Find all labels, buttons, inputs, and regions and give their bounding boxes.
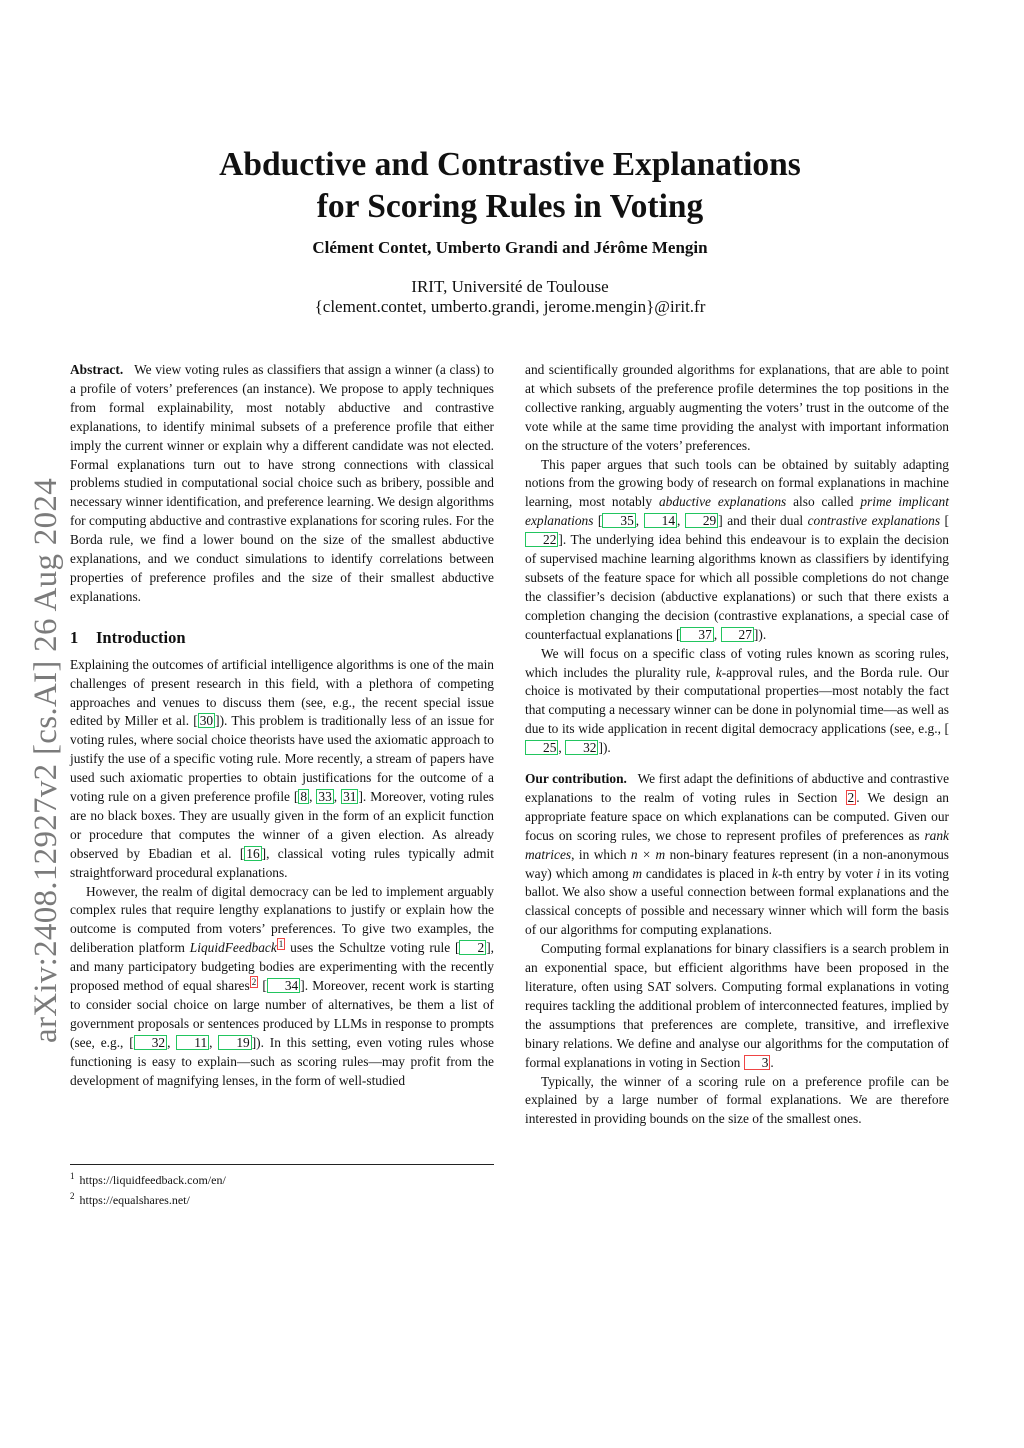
paper-title: [150, 144, 870, 228]
citation-link[interactable]: 37: [680, 627, 713, 642]
footnote-link[interactable]: 1: [278, 938, 284, 949]
citation-link[interactable]: 30: [199, 713, 214, 729]
text-run: We first adapt the definitions of abductive and contrastive explanations to the realm of voting rules in Section: [525, 771, 950, 805]
citation-link[interactable]: 32: [134, 1035, 167, 1050]
citation-link[interactable]: 32: [565, 740, 598, 755]
title-line-2: for Scoring Rules in Voting: [316, 188, 704, 225]
text-run: -th entry by voter: [777, 865, 877, 881]
citation-link[interactable]: 27: [721, 627, 754, 642]
author-list: Clément Contet, Umberto Grandi and Jérôme Mengin: [312, 238, 708, 257]
footnote-url[interactable]: https://equalshares.net/: [79, 1193, 190, 1207]
citation-link[interactable]: 29: [685, 513, 718, 528]
intro-paragraph-4: [525, 645, 949, 758]
text-run: candidates is placed in: [642, 865, 772, 881]
text-run: ,: [713, 626, 721, 642]
section-heading-introduction: [70, 629, 494, 648]
text-run: -approval rules, and the Borda rule. Our choice is motivated by their computational properties—most notably the fact that computing a necessary winner can be done in polynomial time—as well as due to its wide application in recent digital democracy applications (see, e.g., [: [525, 664, 949, 737]
math-m: m: [632, 865, 643, 881]
text-run: ] and their dual: [718, 513, 808, 529]
intro-paragraph-2: [70, 883, 494, 1091]
text-run: ]).: [753, 626, 767, 642]
text-run: ,: [677, 513, 685, 529]
math-k: k: [771, 865, 778, 881]
text-run: This paper argues that such tools can be obtained by suitably adapting notions from the growing body of research on formal explanations in machine learning, most notably: [525, 456, 949, 510]
text-run: ,: [309, 789, 317, 805]
text-run: non-binary features represent (in a non-anonymous way) which among: [525, 846, 949, 881]
citation-link[interactable]: 33: [318, 789, 332, 805]
text-run: in its voting ballot. We also show a useful connection between formal explanations and the classical concepts of possible and necessary winner which will form the basis of our algorithms for computing explanations.: [525, 865, 949, 938]
contribution-paragraph-2: [525, 940, 949, 1072]
intro-paragraph-1: [70, 656, 494, 883]
math-n-times-m: n × m: [630, 846, 666, 862]
contribution-paragraph: [525, 770, 949, 940]
intro-paragraph-3: [525, 456, 949, 645]
affiliation: [150, 277, 870, 317]
right-column: [525, 361, 949, 1129]
footnote-2: [70, 1188, 494, 1208]
paragraph-gap: [525, 758, 949, 770]
text-run: [: [940, 513, 949, 529]
left-column: [70, 361, 494, 1091]
term-contrastive: contrastive explanations: [807, 513, 941, 529]
citation-link[interactable]: 25: [525, 740, 558, 755]
math-i: i: [876, 865, 881, 881]
text-run: Explaining the outcomes of artificial intelligence algorithms is one of the main challenges of present research in this field, with a plethora of competing approaches and venues to discuss them (see, e.g., the recent special issue edited by Miller et al. [: [70, 656, 494, 729]
text-run: ,: [209, 1034, 219, 1050]
text-run: ]). In this setting, even voting rules whose functioning is easy to explain—such as scoring rules—may profit from the development of magnifying lenses, in the form of well-studied: [70, 1034, 494, 1088]
text-run: Computing formal explanations for binary classifiers is a search problem in an exponential space, but efficient algorithms have been proposed in the literature, often using SAT solvers. Computing formal explanations in voting requires tackling the additional problem of interconnected features, implied by the assumptions that preferences are complete, transitive, and irreflexive binary relations. We define and analyse our algorithms for the computation of formal explanations in voting in Section: [525, 941, 949, 1070]
abstract-label: Abstract.: [70, 362, 124, 377]
term-abductive: abductive explanations: [658, 494, 787, 510]
citation-link[interactable]: 19: [218, 1035, 251, 1050]
text-run: ], and many participatory budgeting bodies are experimenting with the recently proposed method of equal shares: [70, 940, 494, 994]
text-run: .: [770, 1054, 774, 1070]
text-run: also called: [786, 494, 861, 510]
text-run: ,: [635, 513, 644, 529]
citation-link[interactable]: 16: [246, 845, 260, 861]
text-run: , in which: [571, 846, 631, 862]
text-run: ]. Moreover, recent work is starting to consider social choice on large number of alternatives, be them a list of government proposals or sentences produced by LLMs in response to prompts (see, e.g., [: [70, 978, 494, 1050]
section-title: Introduction: [96, 627, 186, 647]
title-line-1: Abductive and Contrastive Explanations: [219, 146, 801, 183]
text-run: ,: [167, 1034, 177, 1050]
citation-link[interactable]: 11: [176, 1035, 209, 1050]
footnote-mark: 1: [70, 1171, 75, 1181]
text-run: [: [258, 978, 267, 994]
text-run: ], classical voting rules typically admit straightforward procedural explanations.: [70, 845, 494, 880]
footnotes: [70, 1164, 494, 1208]
intro-paragraph-continued: and scientifically grounded algorithms for explanations, that are able to point at which subsets of the preference profile determines the top positions in the collective ranking, arguably augmenting the voters’ trust in the outcome of the vote while at the same time providing the analyst with important information on the structure of the voters’ preferences.: [525, 362, 949, 453]
citation-link[interactable]: 14: [644, 513, 677, 528]
text-run: uses the Schultze voting rule [: [285, 940, 460, 956]
text-run: We will focus on a specific class of voting rules known as scoring rules, which includes the plurality rule,: [525, 645, 949, 680]
footnote-mark: 2: [70, 1191, 75, 1201]
platform-name: LiquidFeedback: [189, 940, 277, 956]
text-run: [: [593, 513, 603, 529]
text-run: However, the realm of digital democracy can be led to implement arguably complex rules that require lengthy explanations to justify or explain how the outcome is computed from voters’ preferences. To give two examples, the deliberation platform: [70, 883, 494, 956]
citation-link[interactable]: 2: [459, 940, 486, 955]
footnote-url[interactable]: https://liquidfeedback.com/en/: [79, 1173, 226, 1187]
footnote-1: [70, 1168, 494, 1188]
term-prime-implicant: prime implicant explanations: [525, 494, 949, 529]
text-run: ]). This problem is traditionally less of an issue for voting rules, where social choice theorists have used the axiomatic approach to justify the use of a specific voting rule. More recently, a stream of papers have used such axiomatic properties to obtain justifications for the outcome of a voting rule on a given preference profile [: [70, 713, 495, 805]
abstract: [70, 361, 494, 607]
text-run: . We design an appropriate feature space on which explanations can be computed. Given our focus on scoring rules, we chose to represent profiles of preferences as: [525, 789, 949, 843]
affiliation-institution: IRIT, Université de Toulouse: [411, 277, 609, 296]
section-link[interactable]: 2: [847, 789, 855, 805]
section-number: 1: [70, 627, 79, 647]
text-run: ,: [333, 789, 342, 805]
text-run: ]. The underlying idea behind this endeavour is to explain the decision of supervised machine learning algorithms known as classifiers by identifying subsets of the feature space for which all possible completions do not change the classifier’s decision (abductive explanations) or such that there exists a completion changing the decision (contrastive explanations, a special case of counterfactual explanations [: [525, 532, 949, 642]
term-rank-matrices: rank matrices: [525, 827, 949, 862]
abstract-text: We view voting rules as classifiers that assign a winner (a class) to a profile of voters’ preferences (an instance). We propose to apply techniques from formal explainability, most notably abductive and contrastive explanations, to identify minimal subsets of a preference profile that either imply the current winner or explain why a different candidate was not elected. Formal explanations turn out to have strong connections with classical problems studied in computational social choice such as bribery, possible and necessary winner identification, and preference learning. We design algorithms for computing abductive and contrastive explanations for scoring rules. For the Borda rule, we find a lower bound on the size of the smallest abductive explanations, and we conduct simulations to identify correlations between properties of preference profiles and the size of their smallest abductive explanations.: [70, 362, 494, 604]
citation-link[interactable]: 22: [525, 532, 558, 547]
affiliation-emails: {clement.contet, umberto.grandi, jerome.mengin}@irit.fr: [314, 297, 706, 316]
citation-link[interactable]: 8: [300, 789, 308, 805]
arxiv-identifier: arXiv:2408.12927v2 [cs.AI] 26 Aug 2024: [27, 477, 64, 1043]
text-run: ,: [558, 740, 566, 756]
arxiv-side-stamp: [22, 455, 70, 1065]
text-run: ]).: [598, 740, 611, 756]
citation-link[interactable]: 35: [602, 513, 635, 528]
math-k: k: [715, 664, 722, 680]
section-link[interactable]: 3: [744, 1055, 771, 1070]
footnote-link[interactable]: 2: [251, 976, 257, 987]
contribution-label: Our contribution.: [525, 771, 627, 787]
contribution-paragraph-3: Typically, the winner of a scoring rule on a preference profile can be explained by a large number of formal explanations. We are therefore interested in providing bounds on the size of the smallest ones.: [525, 1073, 949, 1127]
citation-link[interactable]: 34: [267, 978, 300, 993]
text-run: ]. Moreover, voting rules are no black boxes. They are usually given in the form of an explicit function or procedure that computes the winner of a given election. As already observed by Ebadian et al. [: [70, 789, 494, 861]
citation-link[interactable]: 31: [343, 789, 357, 805]
